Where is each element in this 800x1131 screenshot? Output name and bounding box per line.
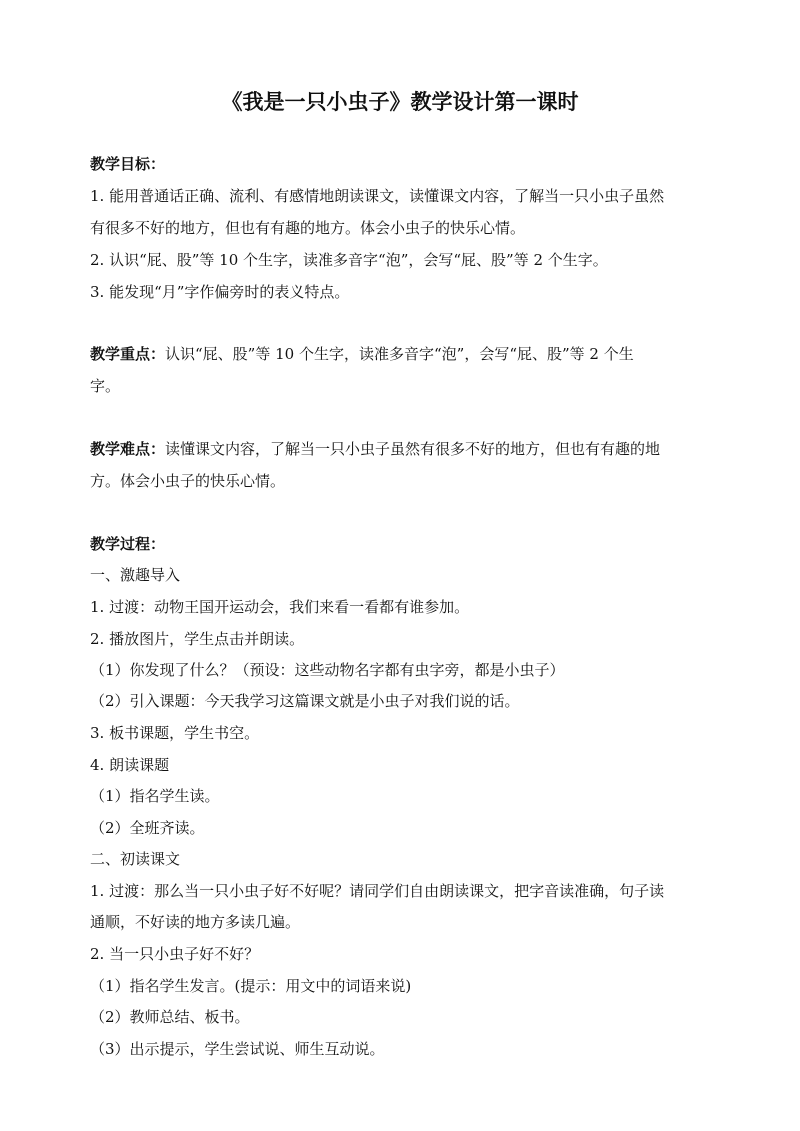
process-line: 通顺，不好读的地方多读几遍。 xyxy=(90,913,301,931)
process-line: 1. 过渡：那么当一只小虫子好不好呢？请同学们自由朗读课文，把字音读准确，句子读 xyxy=(90,882,665,900)
objective-line: 有很多不好的地方，但也有有趣的地方。体会小虫子的快乐心情。 xyxy=(90,219,526,237)
difficulties-heading: 教学难点： xyxy=(90,440,166,458)
difficulties-line xyxy=(90,438,720,460)
document-title: 《我是一只小虫子》教学设计第一课时 xyxy=(221,89,579,114)
section-heading: 一、激趣导入 xyxy=(90,566,181,584)
key-points-line xyxy=(90,343,720,365)
key-points-line-2: 字。 xyxy=(90,377,121,395)
process-line: （1）指名学生发言。(提示：用文中的词语来说) xyxy=(90,977,412,995)
objective-line: 1. 能用普通话正确、流利、有感情地朗读课文，读懂课文内容，了解当一只小虫子虽然 xyxy=(90,187,665,205)
process-line: （1）你发现了什么？（预设：这些动物名字都有虫字旁，都是小虫子） xyxy=(90,661,565,679)
difficulties-text: 读懂课文内容，了解当一只小虫子虽然有很多不好的地方，但也有有趣的地 xyxy=(165,440,661,458)
process-line: 1. 过渡：动物王国开运动会，我们来看一看都有谁参加。 xyxy=(90,598,470,616)
process-line: （2）教师总结、板书。 xyxy=(90,1008,250,1026)
objectives-heading: 教学目标： xyxy=(90,155,166,173)
key-points-text: 认识“屁、股”等 10 个生字，读准多音字“泡”，会写“屁、股”等 2 个生 xyxy=(165,345,634,363)
difficulties-line-2: 方。体会小虫子的快乐心情。 xyxy=(90,472,286,490)
process-line: （2）引入课题：今天我学习这篇课文就是小虫子对我们说的话。 xyxy=(90,692,520,710)
process-line: 2. 播放图片，学生点击并朗读。 xyxy=(90,630,305,648)
process-heading: 教学过程： xyxy=(90,535,166,553)
process-line: 4. 朗读课题 xyxy=(90,756,170,774)
process-line: （2）全班齐读。 xyxy=(90,819,205,837)
process-line: （3）出示提示，学生尝试说、师生互动说。 xyxy=(90,1040,385,1058)
process-line: 2. 当一只小虫子好不好？ xyxy=(90,945,260,963)
objective-line: 2. 认识“屁、股”等 10 个生字，读准多音字“泡”，会写“屁、股”等 2 个生字。 xyxy=(90,251,608,269)
section-heading: 二、初读课文 xyxy=(90,850,181,868)
objective-line: 3. 能发现“月”字作偏旁时的表义特点。 xyxy=(90,283,350,301)
process-line: 3. 板书课题，学生书空。 xyxy=(90,724,260,742)
process-line: （1）指名学生读。 xyxy=(90,787,220,805)
key-points-heading: 教学重点： xyxy=(90,345,166,363)
